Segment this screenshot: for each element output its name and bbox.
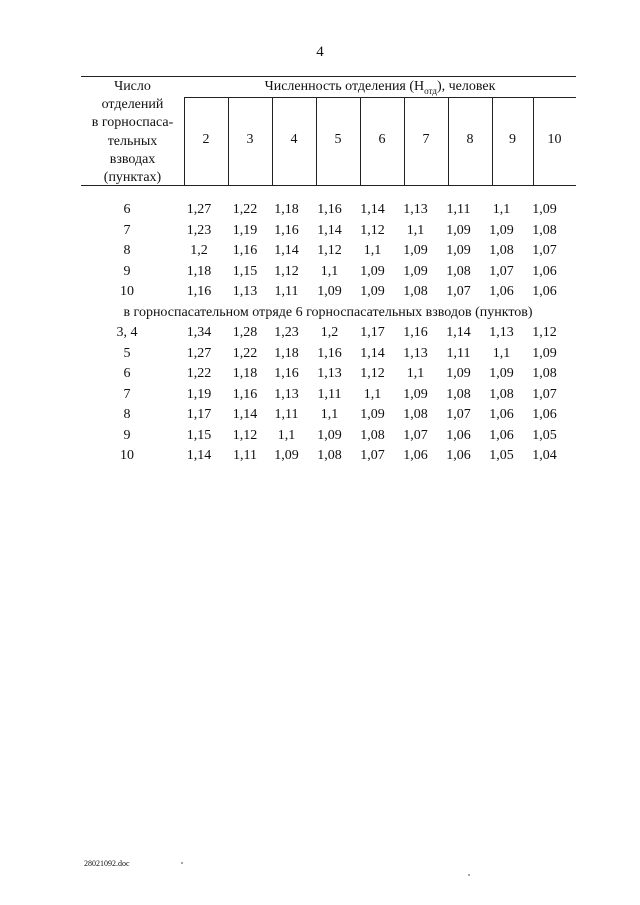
cell: 1,06 <box>446 448 471 464</box>
cell: 1,05 <box>489 448 514 464</box>
cell: 1,14 <box>317 222 342 238</box>
cell: 1,1 <box>492 345 511 361</box>
table-row <box>81 282 566 303</box>
cell: 1,14 <box>274 243 299 259</box>
row-label: 5 <box>123 345 131 361</box>
cell: 1,09 <box>274 448 299 464</box>
cell: 1,09 <box>532 202 557 218</box>
cell: 1,23 <box>274 325 299 341</box>
cell: 1,11 <box>446 345 471 361</box>
cell: 1,14 <box>186 448 212 464</box>
cell: 1,13 <box>317 366 342 382</box>
cell: 1,08 <box>446 263 471 279</box>
cell: 1,09 <box>489 222 514 238</box>
cell: 1,09 <box>446 366 471 382</box>
cell: 1,13 <box>232 284 258 300</box>
column-header: 8 <box>466 132 474 147</box>
cell: 1,1 <box>492 202 511 218</box>
column-header: 9 <box>509 132 516 147</box>
row-label: 9 <box>123 427 131 443</box>
cell: 1,19 <box>232 222 258 238</box>
cell: 1,16 <box>186 284 212 300</box>
row-header <box>81 78 184 187</box>
cell: 1,12 <box>360 222 385 238</box>
cell: 1,18 <box>274 202 299 218</box>
table-row <box>81 344 566 365</box>
cell: 1,09 <box>360 263 385 279</box>
cell: 1,1 <box>277 427 296 443</box>
table-row <box>81 200 566 221</box>
cell: 1,14 <box>360 345 385 361</box>
cell: 1,09 <box>532 345 557 361</box>
cell: 1,05 <box>532 427 557 443</box>
cell: 1,17 <box>360 325 385 341</box>
cell: 1,22 <box>186 366 212 382</box>
cell: 1,16 <box>232 386 258 402</box>
column-group-header <box>184 79 576 96</box>
column-header: 7 <box>422 132 430 147</box>
cell: 1,08 <box>489 243 514 259</box>
cell: 1,1 <box>406 366 425 382</box>
cell: 1,16 <box>274 366 299 382</box>
column-header: 4 <box>290 132 298 147</box>
cell: 1,13 <box>489 325 514 341</box>
cell: 1,06 <box>403 448 428 464</box>
row-header-line: отделений <box>101 97 164 113</box>
cell: 1,09 <box>489 366 514 382</box>
cell: 1,07 <box>403 427 428 443</box>
cell: 1,23 <box>186 222 212 238</box>
cell: 1,06 <box>489 284 514 300</box>
cell: 1,09 <box>403 243 428 259</box>
row-label: 9 <box>123 263 131 279</box>
row-label: 6 <box>123 202 131 218</box>
table-row <box>81 364 566 385</box>
cell: 1,13 <box>403 202 428 218</box>
cell: 1,08 <box>317 448 342 464</box>
column-header: 3 <box>246 132 254 147</box>
cell: 1,09 <box>403 386 428 402</box>
table-row <box>81 221 566 242</box>
cell: 1,34 <box>186 325 212 341</box>
cell: 1,09 <box>446 222 471 238</box>
column-group-title-post: ), человек <box>436 79 496 94</box>
cell: 1,13 <box>403 345 428 361</box>
cell: 1,08 <box>532 222 557 238</box>
cell: 1,22 <box>232 345 258 361</box>
cell: 1,18 <box>186 263 212 279</box>
table-row <box>81 426 566 447</box>
row-label: 10 <box>120 448 134 464</box>
table-row <box>81 385 566 406</box>
cell: 1,1 <box>363 386 382 402</box>
cell: 1,16 <box>274 222 299 238</box>
cell: 1,06 <box>532 284 557 300</box>
cell: 1,06 <box>489 407 514 423</box>
cell: 1,18 <box>274 345 299 361</box>
column-group-rule <box>184 97 576 98</box>
cell: 1,15 <box>232 263 258 279</box>
cell: 1,09 <box>360 407 385 423</box>
table-section-2 <box>81 323 566 467</box>
cell: 1,16 <box>317 345 342 361</box>
cell: 1,1 <box>406 222 425 238</box>
cell: 1,13 <box>274 386 299 402</box>
cell: 1,07 <box>532 386 557 402</box>
footer-filename: 28021092.doc <box>84 859 130 868</box>
table-row <box>81 405 566 426</box>
cell: 1,08 <box>360 427 385 443</box>
cell: 1,11 <box>446 202 471 218</box>
cell: 1,11 <box>274 407 299 423</box>
page-number: 4 <box>316 44 324 60</box>
cell: 1,1 <box>363 243 382 259</box>
column-header: 2 <box>202 132 210 147</box>
cell: 1,19 <box>186 386 212 402</box>
cell: 1,09 <box>446 243 471 259</box>
cell: 1,28 <box>232 325 258 341</box>
cell: 1,16 <box>317 202 342 218</box>
cell: 1,08 <box>532 366 557 382</box>
table-section-1 <box>81 200 566 303</box>
row-label: 3, 4 <box>116 325 138 341</box>
cell: 1,04 <box>532 448 557 464</box>
cell: 1,09 <box>317 284 342 300</box>
cell: 1,14 <box>446 325 471 341</box>
cell: 1,2 <box>190 243 208 259</box>
cell: 1,15 <box>186 427 212 443</box>
cell: 1,08 <box>403 284 428 300</box>
row-label: 6 <box>123 366 131 382</box>
row-header-line: (пунктах) <box>103 170 162 186</box>
cell: 1,09 <box>403 263 428 279</box>
cell: 1,07 <box>446 284 471 300</box>
cell: 1,08 <box>489 386 514 402</box>
table-row <box>81 241 566 262</box>
cell: 1,17 <box>186 407 212 423</box>
cell: 1,06 <box>532 263 557 279</box>
scan-speck <box>181 862 183 864</box>
cell: 1,06 <box>532 407 557 423</box>
cell: 1,14 <box>232 407 258 423</box>
table-row <box>81 262 566 283</box>
table-top-rule <box>81 76 576 77</box>
cell: 1,09 <box>360 284 385 300</box>
cell: 1,1 <box>320 263 339 279</box>
column-header: 6 <box>378 132 386 147</box>
row-label: 8 <box>123 243 131 259</box>
row-label: 10 <box>120 284 134 300</box>
section-2-title: в горноспасательном отряде 6 горноспасательных взводов (пунктов) <box>123 305 533 320</box>
row-header-line: тельных <box>107 133 158 149</box>
table-row <box>81 323 566 344</box>
column-group-title-pre: Численность отделения (Н <box>264 79 425 94</box>
cell: 1,12 <box>232 427 258 443</box>
cell: 1,07 <box>532 243 557 259</box>
cell: 1,08 <box>446 386 471 402</box>
row-label: 7 <box>123 386 131 402</box>
cell: 1,12 <box>317 243 342 259</box>
row-header-line: взводах <box>109 151 156 167</box>
row-header-line: в горноспаса- <box>91 115 174 131</box>
cell: 1,27 <box>186 202 212 218</box>
cell: 1,12 <box>274 263 299 279</box>
column-header: 5 <box>334 132 342 147</box>
cell: 1,11 <box>274 284 299 300</box>
cell: 1,08 <box>403 407 428 423</box>
cell: 1,07 <box>489 263 514 279</box>
cell: 1,27 <box>186 345 212 361</box>
cell: 1,16 <box>403 325 428 341</box>
cell: 1,2 <box>320 325 339 341</box>
cell: 1,09 <box>317 427 342 443</box>
cell: 1,18 <box>232 366 258 382</box>
column-group-title-sub: отд <box>424 85 437 96</box>
cell: 1,1 <box>320 407 339 423</box>
cell: 1,12 <box>532 325 557 341</box>
cell: 1,06 <box>446 427 471 443</box>
cell: 1,16 <box>232 243 258 259</box>
cell: 1,06 <box>489 427 514 443</box>
row-label: 8 <box>123 407 131 423</box>
table-row <box>81 446 566 467</box>
row-header-line: Число <box>114 79 151 94</box>
cell: 1,11 <box>317 386 342 402</box>
column-header: 10 <box>547 132 562 147</box>
cell: 1,07 <box>360 448 385 464</box>
cell: 1,12 <box>360 366 385 382</box>
cell: 1,14 <box>360 202 385 218</box>
cell: 1,22 <box>232 202 258 218</box>
cell: 1,07 <box>446 407 471 423</box>
cell: 1,11 <box>233 448 257 464</box>
row-label: 7 <box>123 222 131 238</box>
scan-speck <box>468 874 470 876</box>
